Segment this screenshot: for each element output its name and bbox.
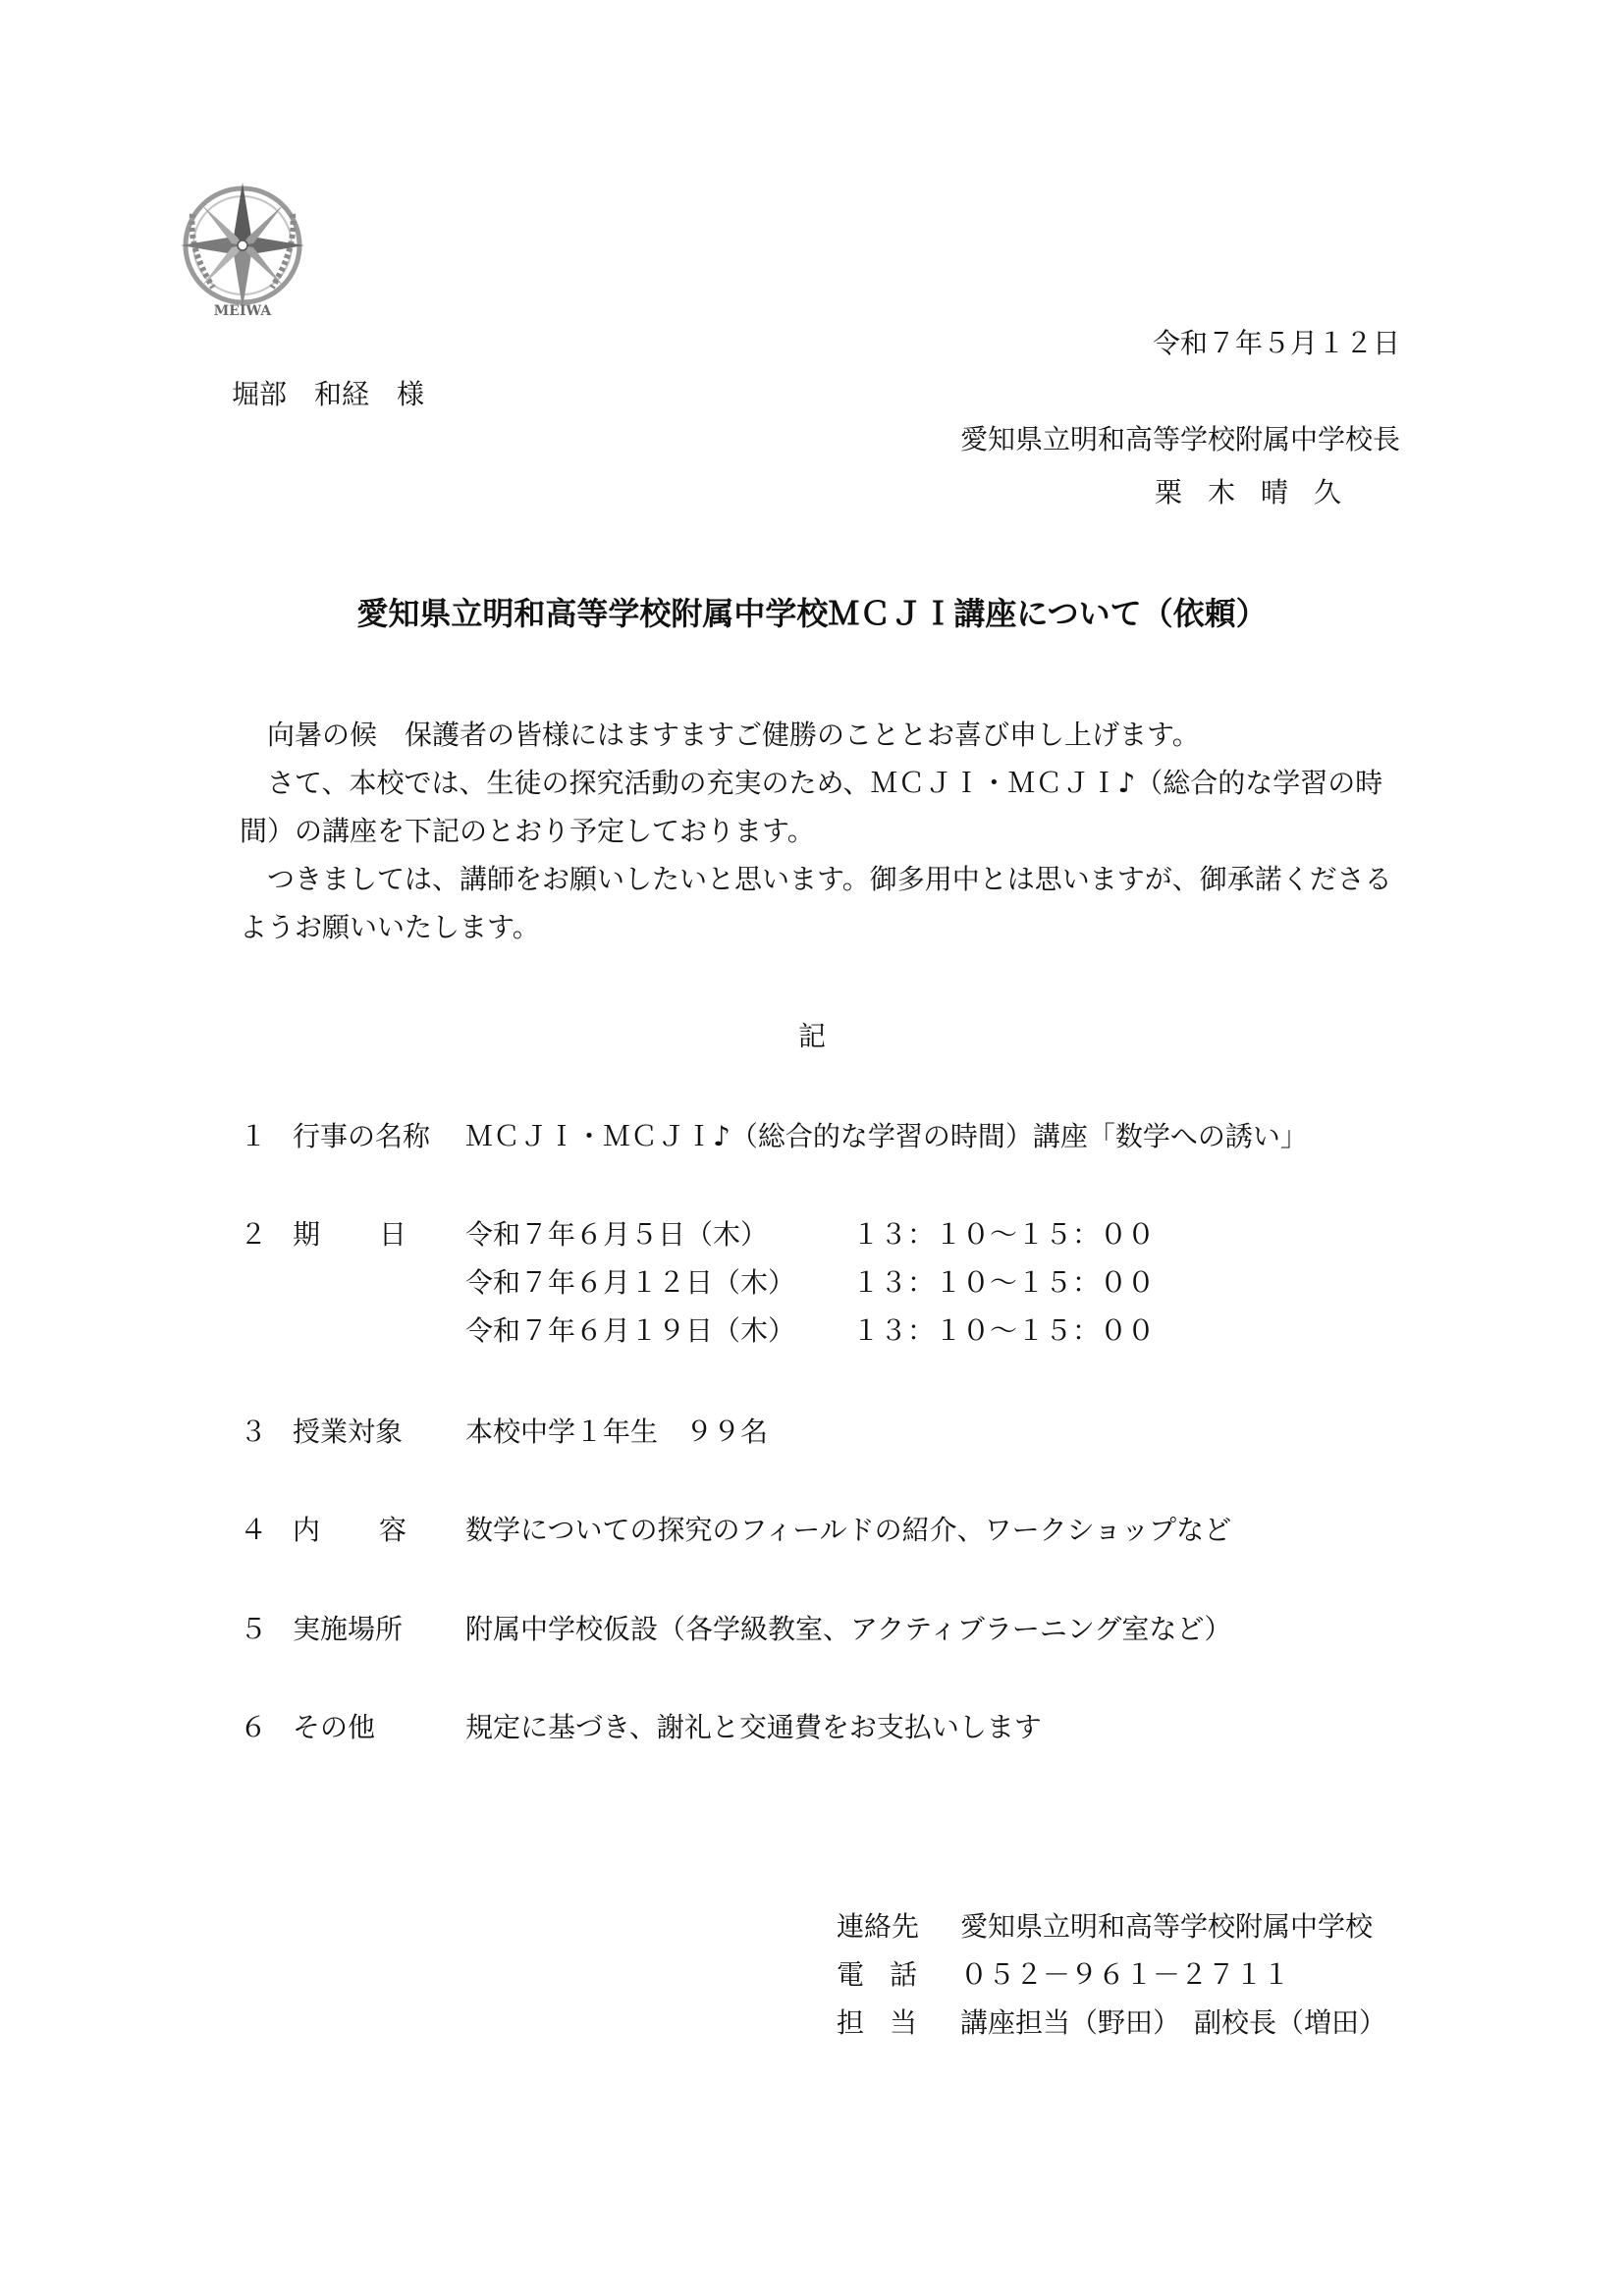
- item-number: ３: [240, 1415, 268, 1448]
- greeting-paragraph: 向暑の候 保護者の皆様にはますますご健勝のこととお喜び申し上げます。: [267, 719, 1200, 751]
- time-2: １３：１０～１５：００: [852, 1266, 1156, 1299]
- item-value-other: 規定に基づき、謝礼と交通費をお支払いします: [465, 1711, 1042, 1743]
- item-number: ６: [240, 1711, 268, 1743]
- item-value-target: 本校中学１年生 ９９名: [465, 1415, 769, 1448]
- label-char: 電: [837, 1958, 865, 1991]
- notes-heading: 記: [797, 1020, 826, 1052]
- item-label-target: 授業対象: [293, 1415, 404, 1448]
- document-date: 令和７年５月１２日: [1152, 327, 1400, 359]
- item-number: １: [240, 1120, 268, 1152]
- item-label-content: [293, 1511, 450, 1550]
- label-char: 当: [889, 2006, 917, 2039]
- item-number: ４: [240, 1514, 268, 1546]
- label-char: 日: [378, 1218, 406, 1251]
- contact-label: 連絡先: [837, 1910, 920, 1943]
- logo-text: MEIWA: [213, 303, 272, 319]
- item-number: ２: [240, 1218, 268, 1251]
- purpose-paragraph: さて、本校では、生徒の探究活動の充実のため、ＭＣＪＩ・ＭＣＪＩ♪（総合的な学習の時間）の講座を下記のとおり予定しております。: [240, 767, 1383, 847]
- compass-emblem-icon: [169, 175, 316, 322]
- contact-tel: ０５２－９６１－２７１１: [960, 1958, 1291, 1991]
- sender-school: 愛知県立明和高等学校附属中学校長: [959, 423, 1400, 455]
- sender-name: 栗木晴久: [1154, 476, 1367, 508]
- contact-tel-label: [837, 1955, 917, 1995]
- item-label-event-name: 行事の名称: [293, 1120, 431, 1152]
- item-label-dates: [293, 1215, 450, 1255]
- date-3: 令和７年６月１９日（木）: [465, 1314, 796, 1347]
- recipient-name: 堀部 和経 様: [232, 378, 425, 410]
- time-3: １３：１０～１５：００: [852, 1314, 1156, 1347]
- document-title: 愛知県立明和高等学校附属中学校ＭＣＪＩ講座について（依頼）: [356, 595, 1268, 632]
- date-2: 令和７年６月１２日（木）: [465, 1266, 796, 1299]
- item-number: ５: [240, 1613, 268, 1645]
- item-value-event-name: ＭＣＪＩ・ＭＣＪＩ♪（総合的な学習の時間）講座「数学への誘い」: [465, 1120, 1308, 1152]
- item-label-other: その他: [293, 1711, 376, 1743]
- request-paragraph: つきましては、講師をお願いしたいと思います。御多用中とは思いますが、御承諾くださるようお願いいたします。: [240, 863, 1392, 943]
- contact-staff-label: [837, 2003, 917, 2043]
- label-char: 担: [837, 2006, 865, 2039]
- label-char: 内: [293, 1514, 321, 1546]
- contact-school: 愛知県立明和高等学校附属中学校: [960, 1910, 1374, 1943]
- item-value-content: 数学についての探究のフィールドの紹介、ワークショップなど: [465, 1514, 1232, 1546]
- item-label-venue: 実施場所: [293, 1613, 404, 1645]
- body-text: [240, 711, 1402, 951]
- school-logo: [169, 175, 316, 322]
- label-char: 期: [293, 1218, 321, 1251]
- item-value-venue: 附属中学校仮設（各学級教室、アクティブラーニング室など）: [465, 1613, 1232, 1645]
- contact-staff: 講座担当（野田） 副校長（増田）: [960, 2006, 1387, 2039]
- date-1: 令和７年６月５日（木）: [465, 1218, 769, 1251]
- label-char: 話: [889, 1958, 917, 1991]
- label-char: 容: [378, 1514, 406, 1546]
- time-1: １３：１０～１５：００: [852, 1218, 1156, 1251]
